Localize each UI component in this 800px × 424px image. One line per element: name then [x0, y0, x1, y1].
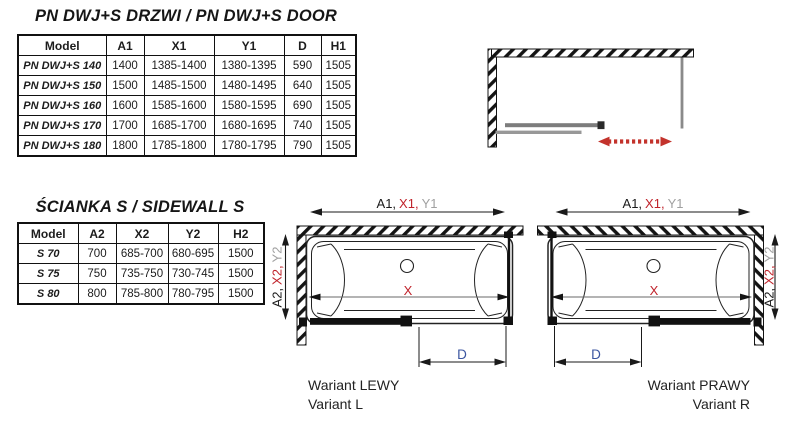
col-header-y1: Y1: [214, 35, 284, 56]
value-y1: 1480-1495: [214, 76, 284, 96]
door-top-view-diagram: [488, 49, 694, 147]
table-row: [18, 136, 356, 157]
table-row: [18, 116, 356, 136]
value-y1: 1580-1595: [214, 96, 284, 116]
variant-right-line1: Wariant PRAWY: [647, 377, 750, 393]
d-dimension-label-left: D: [457, 347, 467, 362]
value-y2: 730-745: [168, 264, 218, 284]
door-table: [17, 34, 357, 157]
table-row: [18, 76, 356, 96]
wall-top-hatched: [492, 49, 694, 57]
door-handle: [401, 316, 413, 327]
value-y2: 680-695: [168, 244, 218, 264]
drain-circle: [401, 260, 414, 273]
label-a1: A1,: [622, 196, 643, 211]
wall-top-hatched: [297, 226, 523, 235]
sidewall-table-title: ŚCIANKA S / SIDEWALL S: [35, 198, 245, 216]
col-header-h2: H2: [218, 223, 264, 244]
value-x1: 1685-1700: [144, 116, 214, 136]
col-header-x1: X1: [144, 35, 214, 56]
label-x2: X2,: [761, 265, 777, 285]
label-x2: X2,: [269, 265, 285, 285]
label-y2: Y2: [269, 246, 285, 263]
value-y1: 1680-1695: [214, 116, 284, 136]
fixed-sidewall-panel: [681, 58, 684, 129]
model-name: PN DWJ+S 150: [18, 76, 106, 96]
value-y1: 1380-1395: [214, 56, 284, 76]
col-header-y2: Y2: [168, 223, 218, 244]
value-h2: 1500: [218, 284, 264, 305]
door-handle: [598, 121, 605, 129]
value-x2: 785-800: [116, 284, 168, 305]
label-x1: X1,: [645, 196, 665, 211]
model-name: S 70: [18, 244, 78, 264]
value-x1: 1485-1500: [144, 76, 214, 96]
table-row: [18, 264, 264, 284]
sliding-door-bar: [299, 316, 412, 327]
sidewall-table: [17, 222, 265, 305]
value-h1: 1505: [321, 116, 356, 136]
col-header-a1: A1: [106, 35, 144, 56]
value-x2: 685-700: [116, 244, 168, 264]
col-header-model: Model: [18, 223, 78, 244]
label-y1: Y1: [667, 196, 684, 211]
value-h1: 1505: [321, 96, 356, 116]
col-header-model: Model: [18, 35, 106, 56]
variant-left-line1: Wariant LEWY: [308, 377, 400, 393]
model-name: PN DWJ+S 160: [18, 96, 106, 116]
value-x2: 735-750: [116, 264, 168, 284]
variant-left-line2: Variant L: [308, 395, 363, 412]
value-h1: 1505: [321, 56, 356, 76]
table-row: [18, 56, 356, 76]
model-name: PN DWJ+S 180: [18, 136, 106, 157]
value-d: 590: [284, 56, 321, 76]
value-d: 640: [284, 76, 321, 96]
label-y1: Y1: [421, 196, 438, 211]
label-a2: A2,: [269, 287, 285, 308]
value-a1: 1600: [106, 96, 144, 116]
door-table-title: PN DWJ+S DRZWI / PN DWJ+S DOOR: [34, 7, 338, 25]
model-name: S 75: [18, 264, 78, 284]
dim-label-a1x1y1-right: [623, 197, 684, 210]
col-header-a2: A2: [78, 223, 116, 244]
variant-right-caption: [648, 376, 750, 413]
label-a2: A2,: [761, 287, 777, 308]
dim-label-a2x2y2-right: [763, 247, 776, 308]
value-a1: 1800: [106, 136, 144, 157]
slide-direction-arrow: [598, 137, 672, 147]
value-a1: 1500: [106, 76, 144, 96]
label-y2: Y2: [761, 246, 777, 263]
value-h2: 1500: [218, 244, 264, 264]
label-a1: A1,: [376, 196, 397, 211]
value-y1: 1780-1795: [214, 136, 284, 157]
value-y2: 780-795: [168, 284, 218, 305]
table-row: [18, 244, 264, 264]
variant-right-line2: Variant R: [692, 395, 750, 412]
value-x1: 1585-1600: [144, 96, 214, 116]
value-a1: 1700: [106, 116, 144, 136]
value-d: 740: [284, 116, 321, 136]
sidewall-table-header-row: [18, 223, 264, 244]
value-d: 690: [284, 96, 321, 116]
door-table-header-row: [18, 35, 356, 56]
model-name: PN DWJ+S 170: [18, 116, 106, 136]
table-row: [18, 96, 356, 116]
value-h1: 1505: [321, 76, 356, 96]
wall-left-hatched: [488, 49, 497, 147]
bathtub-outline: [307, 237, 513, 324]
value-h1: 1505: [321, 136, 356, 157]
sliding-door-panel: [505, 123, 600, 127]
value-a2: 800: [78, 284, 116, 305]
x-dimension-label-left: X: [403, 283, 413, 298]
wall-side-hatched: [297, 235, 306, 345]
value-a2: 700: [78, 244, 116, 264]
value-h2: 1500: [218, 264, 264, 284]
value-a1: 1400: [106, 56, 144, 76]
model-name: PN DWJ+S 140: [18, 56, 106, 76]
table-row: [18, 284, 264, 305]
col-header-h1: H1: [321, 35, 356, 56]
fixed-door-panel: [496, 131, 582, 134]
label-x1: X1,: [399, 196, 419, 211]
dim-label-a1x1y1-left: [377, 197, 438, 210]
dim-label-a2x2y2-left: [271, 247, 284, 308]
x-dimension-label-right: X: [649, 283, 659, 298]
value-d: 790: [284, 136, 321, 157]
value-a2: 750: [78, 264, 116, 284]
col-header-d: D: [284, 35, 321, 56]
col-header-x2: X2: [116, 223, 168, 244]
d-dimension-label-right: D: [591, 347, 601, 362]
variant-left-caption: [308, 376, 399, 413]
bathtub-diagram-left: [282, 208, 523, 367]
model-name: S 80: [18, 284, 78, 305]
value-x1: 1785-1800: [144, 136, 214, 157]
value-x1: 1385-1400: [144, 56, 214, 76]
